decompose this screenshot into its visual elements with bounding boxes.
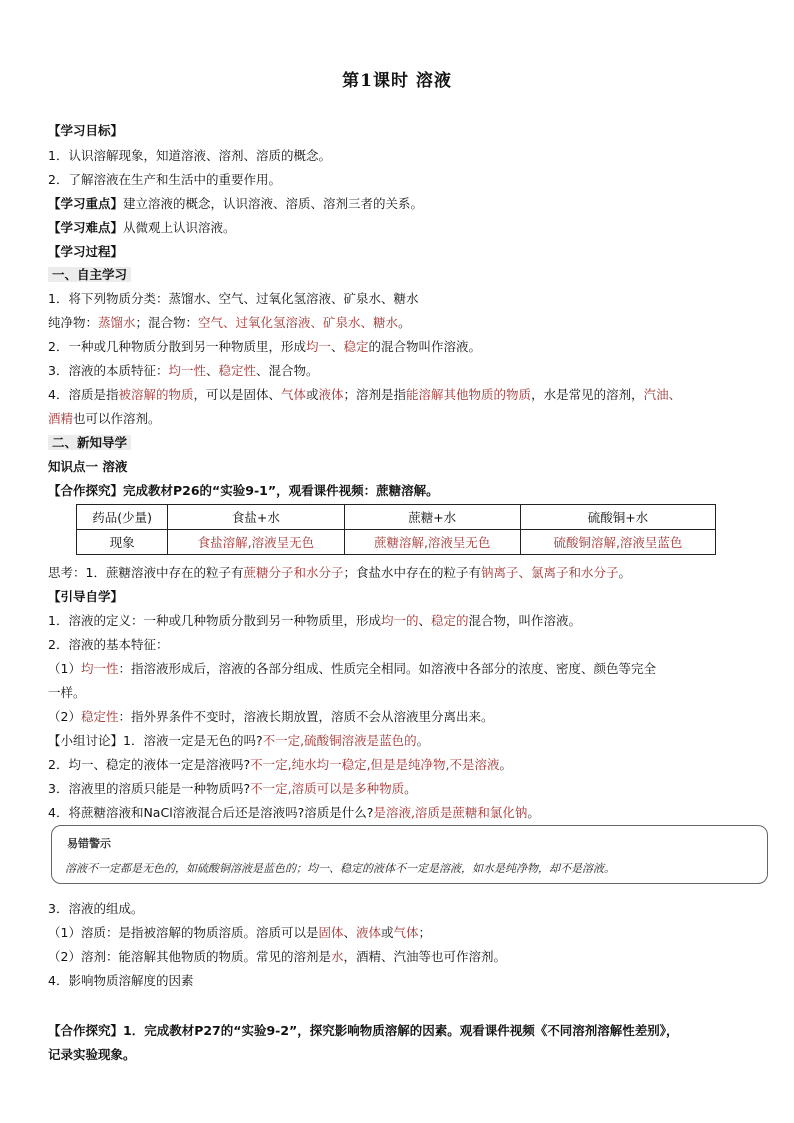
self-q3 (48, 363, 319, 379)
text: 或 (381, 925, 394, 940)
text: 也可以作溶剂。 (73, 411, 161, 426)
text: 4．将蔗糖溶液和NaCl溶液混合后还是溶液吗?溶质是什么? (48, 805, 374, 820)
key-label: 【学习重点】 (48, 196, 124, 211)
text: 或 (306, 387, 319, 402)
coop2-line2: 记录实验现象。 (48, 1047, 136, 1062)
text: ，水是常见的溶剂， (531, 387, 644, 402)
text: ；食盐水中存在的粒子有 (343, 565, 481, 580)
table-row (77, 505, 716, 530)
answer: 不一定,溶质可以是多种物质 (250, 781, 405, 796)
answer: 是溶液,溶质是蔗糖和氯化钠 (373, 805, 528, 820)
answer: 均一性 (80, 661, 119, 676)
text: 的混合物叫作溶液。 (368, 339, 482, 354)
table-cell: 蔗糖溶解,溶液呈无色 (344, 530, 520, 555)
new-study-header (48, 435, 131, 451)
text: 3．溶液的本质特征： (48, 363, 169, 378)
text: 2．均一、稳定的液体一定是溶液吗? (48, 757, 251, 772)
table-cell: 硫酸铜+水 (520, 505, 715, 530)
self-q4-cont (48, 411, 161, 427)
text: （1） (48, 661, 81, 676)
mix-answer: 空气、过氧化氢溶液、矿泉水、糖水 (198, 315, 399, 330)
answer: 酒精 (48, 411, 74, 426)
feature-1 (48, 661, 656, 677)
table-cell: 药品(少量) (77, 505, 168, 530)
answer: 气体 (280, 387, 306, 402)
discuss-4 (48, 805, 540, 821)
tip-title: 易错警示 (67, 837, 111, 850)
think-line (48, 565, 631, 581)
text: 2．一种或几种物质分散到另一种物质里，形成 (48, 339, 306, 354)
pure-answer: 蒸馏水 (98, 315, 136, 330)
text: 1．溶液的定义：一种或几种物质分散到另一种物质里，形成 (48, 613, 381, 628)
answer: 均一性 (168, 363, 206, 378)
discuss-3 (48, 781, 417, 797)
answer: 液体 (318, 387, 344, 402)
key-text: 建立溶液的概念，认识溶液、溶质、溶剂三者的关系。 (123, 196, 424, 211)
self-q4 (48, 387, 681, 403)
diff-text: 从微观上认识溶液。 (123, 220, 236, 235)
text: 。 (416, 733, 430, 748)
goals-header: 【学习目标】 (48, 123, 124, 138)
key-point (48, 196, 423, 212)
guide-header: 【引导自学】 (48, 589, 124, 604)
mix-label: ；混合物： (135, 315, 199, 330)
factors-title: 4．影响物质溶解度的因素 (48, 973, 194, 988)
guide-features: 2．溶液的基本特征： (48, 637, 169, 652)
table-row (77, 530, 716, 555)
table-cell: 蔗糖+水 (344, 505, 520, 530)
error-warning-box (51, 825, 768, 884)
answer: 均一的 (380, 613, 419, 628)
tip-text: 溶液不一定都是无色的，如硫酸铜溶液是蓝色的；均一、稳定的液体不一定是溶液，如水是纯净物，却不是溶液。 (65, 862, 615, 875)
text: （1）溶质：是指被溶解的物质溶质。溶质可以是 (48, 925, 319, 940)
solvent-line (48, 949, 506, 965)
page-title: 第1课时 溶液 (342, 71, 452, 91)
text: ：指外界条件不变时，溶液长期放置，溶质不会从溶液里分离出来。 (118, 709, 494, 724)
coop2-line1: 【合作探究】1．完成教材P27的“实验9-2”，探究影响物质溶解的因素。观看课件视频《不同溶剂溶解性差别》， (48, 1023, 679, 1038)
goal-1: 1．认识溶解现象，知道溶液、溶剂、溶质的概念。 (48, 148, 331, 163)
text: 。 (404, 781, 417, 796)
self-study-header (48, 267, 131, 283)
table-cell: 食盐+水 (168, 505, 344, 530)
text: 4．溶质是指 (48, 387, 119, 402)
answer: 不一定,纯水均一稳定,但是是纯净物,不是溶液 (250, 757, 500, 772)
text: 。 (618, 565, 632, 580)
self-q1: 1．将下列物质分类：蒸馏水、空气、过氧化氢溶液、矿泉水、糖水 (48, 291, 419, 306)
discuss-1 (48, 733, 429, 749)
feature-1-cont: 一样。 (48, 685, 86, 700)
answer: 能溶解其他物质的物质 (406, 387, 532, 402)
text: 、 (418, 613, 431, 628)
section-label: 二、新知导学 (48, 435, 131, 450)
answer: 均一 (305, 339, 331, 354)
table-cell: 硫酸铜溶解,溶液呈蓝色 (520, 530, 715, 555)
section-label: 一、自主学习 (48, 267, 131, 282)
difficulty (48, 220, 236, 236)
text: ；溶剂是指 (343, 387, 407, 402)
answer: 不一定,硫酸铜溶液是蓝色的 (262, 733, 417, 748)
text: （2） (48, 709, 81, 724)
knowledge-point: 知识点一 溶液 (48, 459, 128, 474)
text: 3．溶液里的溶质只能是一种物质吗? (48, 781, 251, 796)
coop-inquiry: 【合作探究】完成教材P26的“实验9-1”，观看课件视频：蔗糖溶解。 (48, 483, 439, 498)
text: 【小组讨论】1．溶液一定是无色的吗? (48, 733, 263, 748)
goal-2: 2．了解溶液在生产和生活中的重要作用。 (48, 172, 281, 187)
answer: 稳定性 (218, 363, 257, 378)
text: 。 (499, 757, 513, 772)
text: 、 (205, 363, 219, 378)
answer: 蔗糖分子和水分子 (243, 565, 344, 580)
self-q2 (48, 339, 481, 355)
answer: 被溶解的物质 (118, 387, 194, 402)
pure-label: 纯净物： (48, 315, 99, 330)
text: 、混合物。 (256, 363, 319, 378)
answer: 稳定的 (431, 613, 469, 628)
answer: 稳定 (343, 339, 369, 354)
composition-title: 3．溶液的组成。 (48, 901, 144, 916)
answer: 汽油、 (643, 387, 682, 402)
answer: 水 (330, 949, 344, 964)
text: 、 (330, 339, 344, 354)
punct: 。 (398, 315, 411, 330)
text: 。 (527, 805, 540, 820)
self-q1-answer (48, 315, 411, 331)
answer: 液体 (356, 925, 382, 940)
text: ，可以是固体、 (193, 387, 281, 402)
text: 混合物，叫作溶液。 (468, 613, 582, 628)
text: ：指溶液形成后，溶液的各部分组成、性质完全相同。如溶液中各部分的浓度、密度、颜色等完全 (118, 661, 656, 676)
experiment-table (76, 504, 716, 555)
answer: 稳定性 (80, 709, 119, 724)
solute-line (48, 925, 431, 941)
text: ； (418, 925, 432, 940)
table-cell: 食盐溶解,溶液呈无色 (168, 530, 344, 555)
text: ，酒精、汽油等也可作溶剂。 (343, 949, 506, 964)
table-cell: 现象 (77, 530, 168, 555)
answer: 气体 (393, 925, 419, 940)
text: 、 (343, 925, 356, 940)
feature-2 (48, 709, 493, 725)
text: （2）溶剂：能溶解其他物质的物质。常见的溶剂是 (48, 949, 331, 964)
process-header: 【学习过程】 (48, 244, 124, 259)
answer: 固体 (318, 925, 344, 940)
answer: 钠离子、氯离子和水分子 (481, 565, 619, 580)
diff-label: 【学习难点】 (48, 220, 124, 235)
guide-def (48, 613, 581, 629)
discuss-2 (48, 757, 512, 773)
text: 思考：1．蔗糖溶液中存在的粒子有 (48, 565, 244, 580)
